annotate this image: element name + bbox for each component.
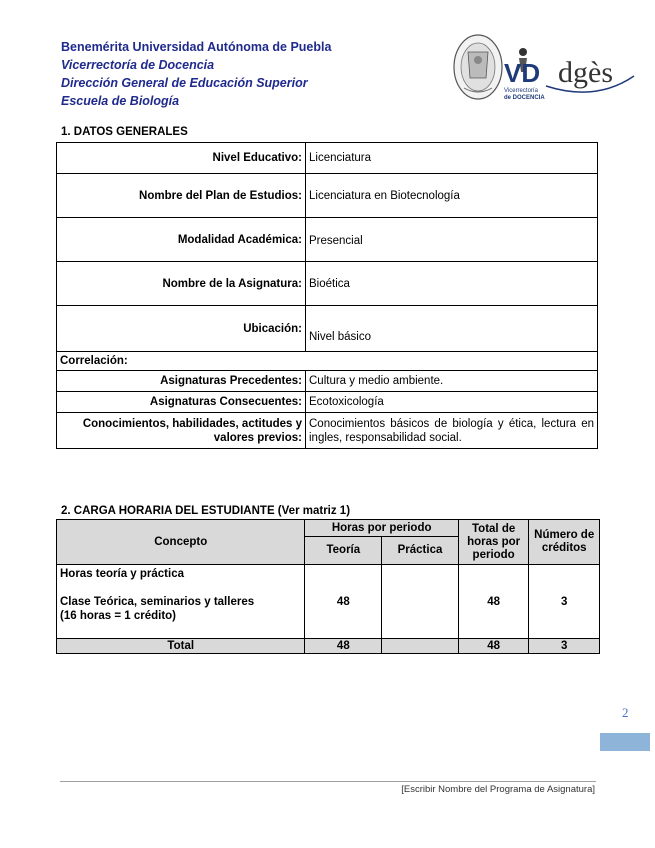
row-value: Bioética	[306, 262, 598, 306]
header-teoria: Teoría	[305, 537, 382, 565]
header-concepto: Concepto	[57, 520, 305, 565]
concepto-line1: Horas teoría y práctica	[60, 568, 185, 580]
table-row	[57, 352, 598, 371]
header-logos	[446, 30, 636, 105]
header-total: Total de horas por periodo	[458, 520, 529, 565]
row-label: Asignaturas Precedentes:	[57, 371, 306, 392]
dges-logo-text: dgès	[558, 56, 613, 89]
page-number-tab	[600, 733, 650, 751]
university-name: Benemérita Universidad Autónoma de Puebla	[61, 40, 332, 54]
logo-graphics	[446, 30, 636, 105]
school-name: Escuela de Biología	[61, 94, 180, 108]
row-label: Nombre de la Asignatura:	[57, 262, 306, 306]
row-label: Ubicación:	[57, 306, 306, 352]
vd-logo-text: VD	[504, 58, 541, 88]
table-row	[57, 143, 598, 174]
table-row	[57, 639, 600, 654]
vd-caption-1: Vicerrectoría	[504, 88, 538, 94]
concepto-cell	[57, 565, 305, 639]
correlacion-label: Correlación:	[57, 352, 598, 371]
table-row	[57, 174, 598, 218]
row-value: Licenciatura	[306, 143, 598, 174]
table-row	[57, 262, 598, 306]
practica-value	[382, 565, 459, 639]
table-row	[57, 392, 598, 413]
vicerrectoria-name: Vicerrectoría de Docencia	[61, 58, 215, 72]
creditos-value: 3	[529, 565, 600, 639]
row-value: Nivel básico	[306, 306, 598, 352]
header-practica: Práctica	[382, 537, 459, 565]
row-value: Cultura y medio ambiente.	[306, 371, 598, 392]
row-value: Conocimientos básicos de biología y ética, lectura en ingles, responsabilidad social.	[306, 413, 598, 449]
row-label: Modalidad Académica:	[57, 218, 306, 262]
concepto-line3: (16 horas = 1 crédito)	[60, 610, 176, 622]
table-row	[57, 218, 598, 262]
teoria-value: 48	[305, 565, 382, 639]
vd-caption-2: de DOCENCIA	[504, 95, 545, 101]
row-value: Licenciatura en Biotecnología	[306, 174, 598, 218]
page-number: 2	[622, 705, 629, 720]
row-value: Ecotoxicología	[306, 392, 598, 413]
table-row	[57, 520, 600, 537]
table-row	[57, 413, 598, 449]
footer-divider	[60, 781, 596, 782]
university-seal-icon	[454, 35, 502, 99]
vd-logo-icon	[504, 48, 545, 101]
total-total: 48	[458, 639, 529, 654]
table-row	[57, 371, 598, 392]
header-horas: Horas por periodo	[305, 520, 458, 537]
total-teoria: 48	[305, 639, 382, 654]
total-value: 48	[458, 565, 529, 639]
section1-title: 1. DATOS GENERALES	[61, 126, 188, 138]
table-row	[57, 565, 600, 639]
total-practica	[382, 639, 459, 654]
total-creditos: 3	[529, 639, 600, 654]
row-label: Nombre del Plan de Estudios:	[57, 174, 306, 218]
table-row	[57, 306, 598, 352]
footer-text: [Escribir Nombre del Programa de Asignatura]	[401, 784, 595, 795]
row-label: Asignaturas Consecuentes:	[57, 392, 306, 413]
total-label: Total	[57, 639, 305, 654]
direccion-name: Dirección General de Educación Superior	[61, 76, 308, 90]
datos-generales-table	[56, 142, 598, 449]
row-label: Conocimientos, habilidades, actitudes y valores previos:	[57, 413, 306, 449]
row-value: Presencial	[306, 218, 598, 262]
carga-horaria-table	[56, 519, 600, 654]
concepto-line2: Clase Teórica, seminarios y talleres	[60, 596, 255, 608]
institution-header	[61, 38, 331, 110]
row-label: Nivel Educativo:	[57, 143, 306, 174]
section2-title: 2. CARGA HORARIA DEL ESTUDIANTE (Ver matriz 1)	[61, 505, 351, 517]
header-creditos: Número de créditos	[529, 520, 600, 565]
